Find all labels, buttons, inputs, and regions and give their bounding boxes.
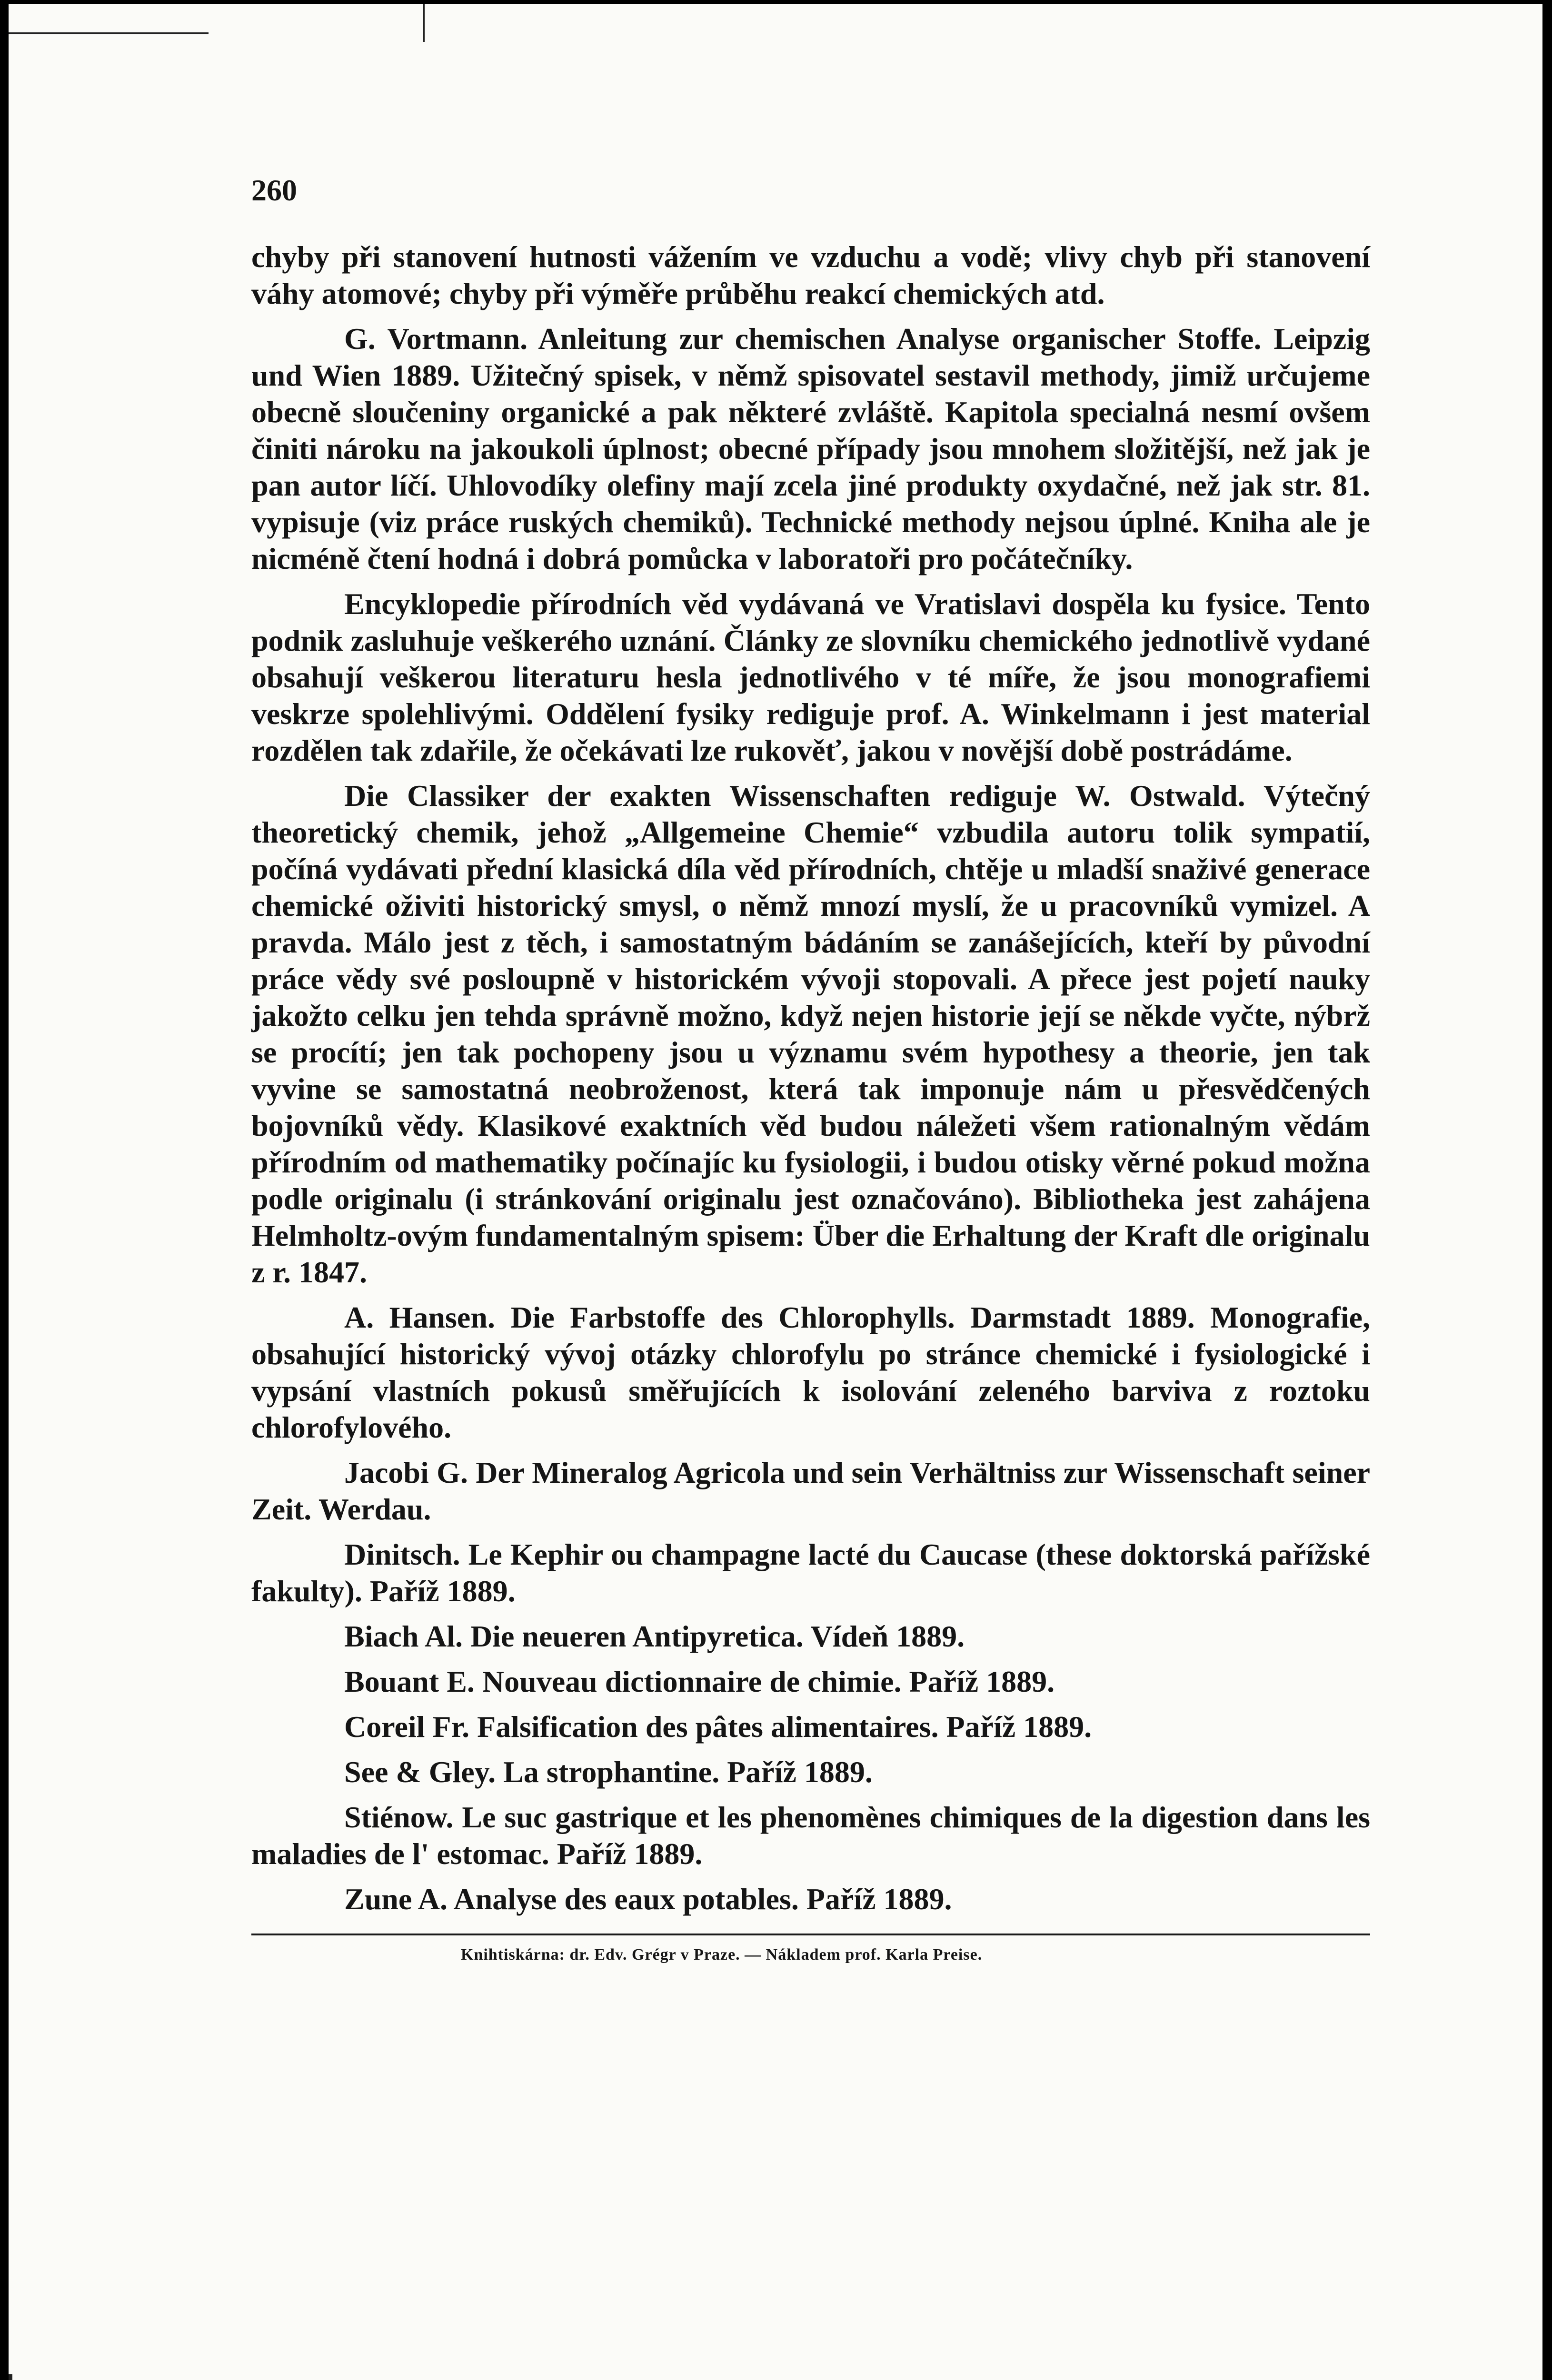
scan-mark <box>9 2374 12 2380</box>
paragraph: Jacobi G. Der Mineralog Agricola und sein Verhältniss zur Wissenschaft seiner Zeit. Werdau. <box>251 1456 1370 1526</box>
page-content <box>251 173 1370 1964</box>
scan-mark <box>423 4 425 42</box>
scan-mark <box>9 32 209 34</box>
paragraph: Stiénow. Le suc gastrique et les phenomènes chimiques de la digestion dans les maladies de l' estomac. Paříž 1889. <box>251 1800 1370 1871</box>
paragraph: Biach Al. Die neueren Antipyretica. Vídeň 1889. <box>344 1619 965 1653</box>
paragraph: See & Gley. La strophantine. Paříž 1889. <box>344 1755 873 1789</box>
printer-footer: Knihtiskárna: dr. Edv. Grégr v Praze. — Nákladem prof. Karla Preise. <box>461 1946 983 1964</box>
paragraph: A. Hansen. Die Farbstoffe des Chlorophylls. Darmstadt 1889. Monografie, obsahující historický vývoj otázky chlorofylu po stránce chemické i fysiologické i vypsání vlastních pokusů směřujících k isolování zeleného barviva z roztoku chlorofylového. <box>251 1300 1370 1444</box>
document-page <box>9 4 1542 2380</box>
paragraph: Bouant E. Nouveau dictionnaire de chimie. Paříž 1889. <box>344 1665 1055 1698</box>
paragraph: Coreil Fr. Falsification des pâtes alimentaires. Paříž 1889. <box>344 1710 1092 1744</box>
paragraph: Die Classiker der exakten Wissenschaften rediguje W. Ostwald. Výtečný theoretický chemik, jehož „Allgemeine Chemie“ vzbudila autoru tolik sympatií, počíná vydávati přední klasická díla věd přírodních, chtěje u mladší snaživé generace chemické oživiti historický smysl, o němž mnozí myslí, že u pracovníků vymizel. A pravda. Málo jest z těch, i samostatným bádáním se zanášejících, kteří by původní práce vědy své posloupně v historickém vývoji stopovali. A přece jest pojetí nauky jakožto celku jen tehda správně možno, když nejen historie její se někde vyčte, nýbrž se procítí; jen tak pochopeny jsou u významu svém hypothesy a theorie, jen tak vyvine se samostatná neobroženost, která tak imponuje nám u přesvědčených bojovníků vědy. Klasikové exaktních věd budou náležeti všem rationalným vědám přírodním od mathematiky počínajíc ku fysiologii, i budou otisky věrné pokud možna podle originalu (i stránkování originalu jest označováno). Bibliotheka jest zahájena Helmholtz-ovým fundamentalným spisem: Über die Erhaltung der Kraft dle originalu z r. 1847. <box>251 779 1370 1289</box>
paragraph: Zune A. Analyse des eaux potables. Paříž 1889. <box>344 1882 952 1916</box>
paragraph: G. Vortmann. Anleitung zur chemischen Analyse organischer Stoffe. Leipzig und Wien 1889. Užitečný spisek, v němž spisovatel sestavil methody, jimiž určujeme obecně sloučeniny organické a pak některé zvláště. Kapitola specialná nesmí ovšem činiti nároku na jakoukoli úplnost; obecné případy jsou mnohem složitější, než jak je pan autor líčí. Uhlovodíky olefiny mají zcela jiné produkty oxydačné, než jak str. 81. vypisuje (viz práce ruských chemiků). Technické methody nejsou úplné. Kniha ale je nicméně čtení hodná i dobrá pomůcka v laboratoři pro počátečníky. <box>251 322 1370 575</box>
paragraph: chyby při stanovení hutnosti vážením ve vzduchu a vodě; vlivy chyb při stanovení váhy atomové; chyby při výměře průběhu reakcí chemických atd. <box>251 240 1370 310</box>
paragraph: Dinitsch. Le Kephir ou champagne lacté du Caucase (these doktorská pařížské fakulty). Paříž 1889. <box>251 1537 1370 1608</box>
page-number: 260 <box>251 173 297 207</box>
paragraph: Encyklopedie přírodních věd vydávaná ve Vratislavi dospěla ku fysice. Tento podnik zasluhuje veškerého uznání. Články ze slovníku chemického jednotlivě vydané obsahují veškerou literaturu hesla jednotlivého v té míře, že jsou monografiemi veskrze spolehlivými. Oddělení fysiky rediguje prof. A. Winkelmann i jest material rozdělen tak zdařile, že očekávati lze rukověť, jakou v novější době postrádáme. <box>251 587 1370 767</box>
footer-rule <box>251 1934 1370 1935</box>
